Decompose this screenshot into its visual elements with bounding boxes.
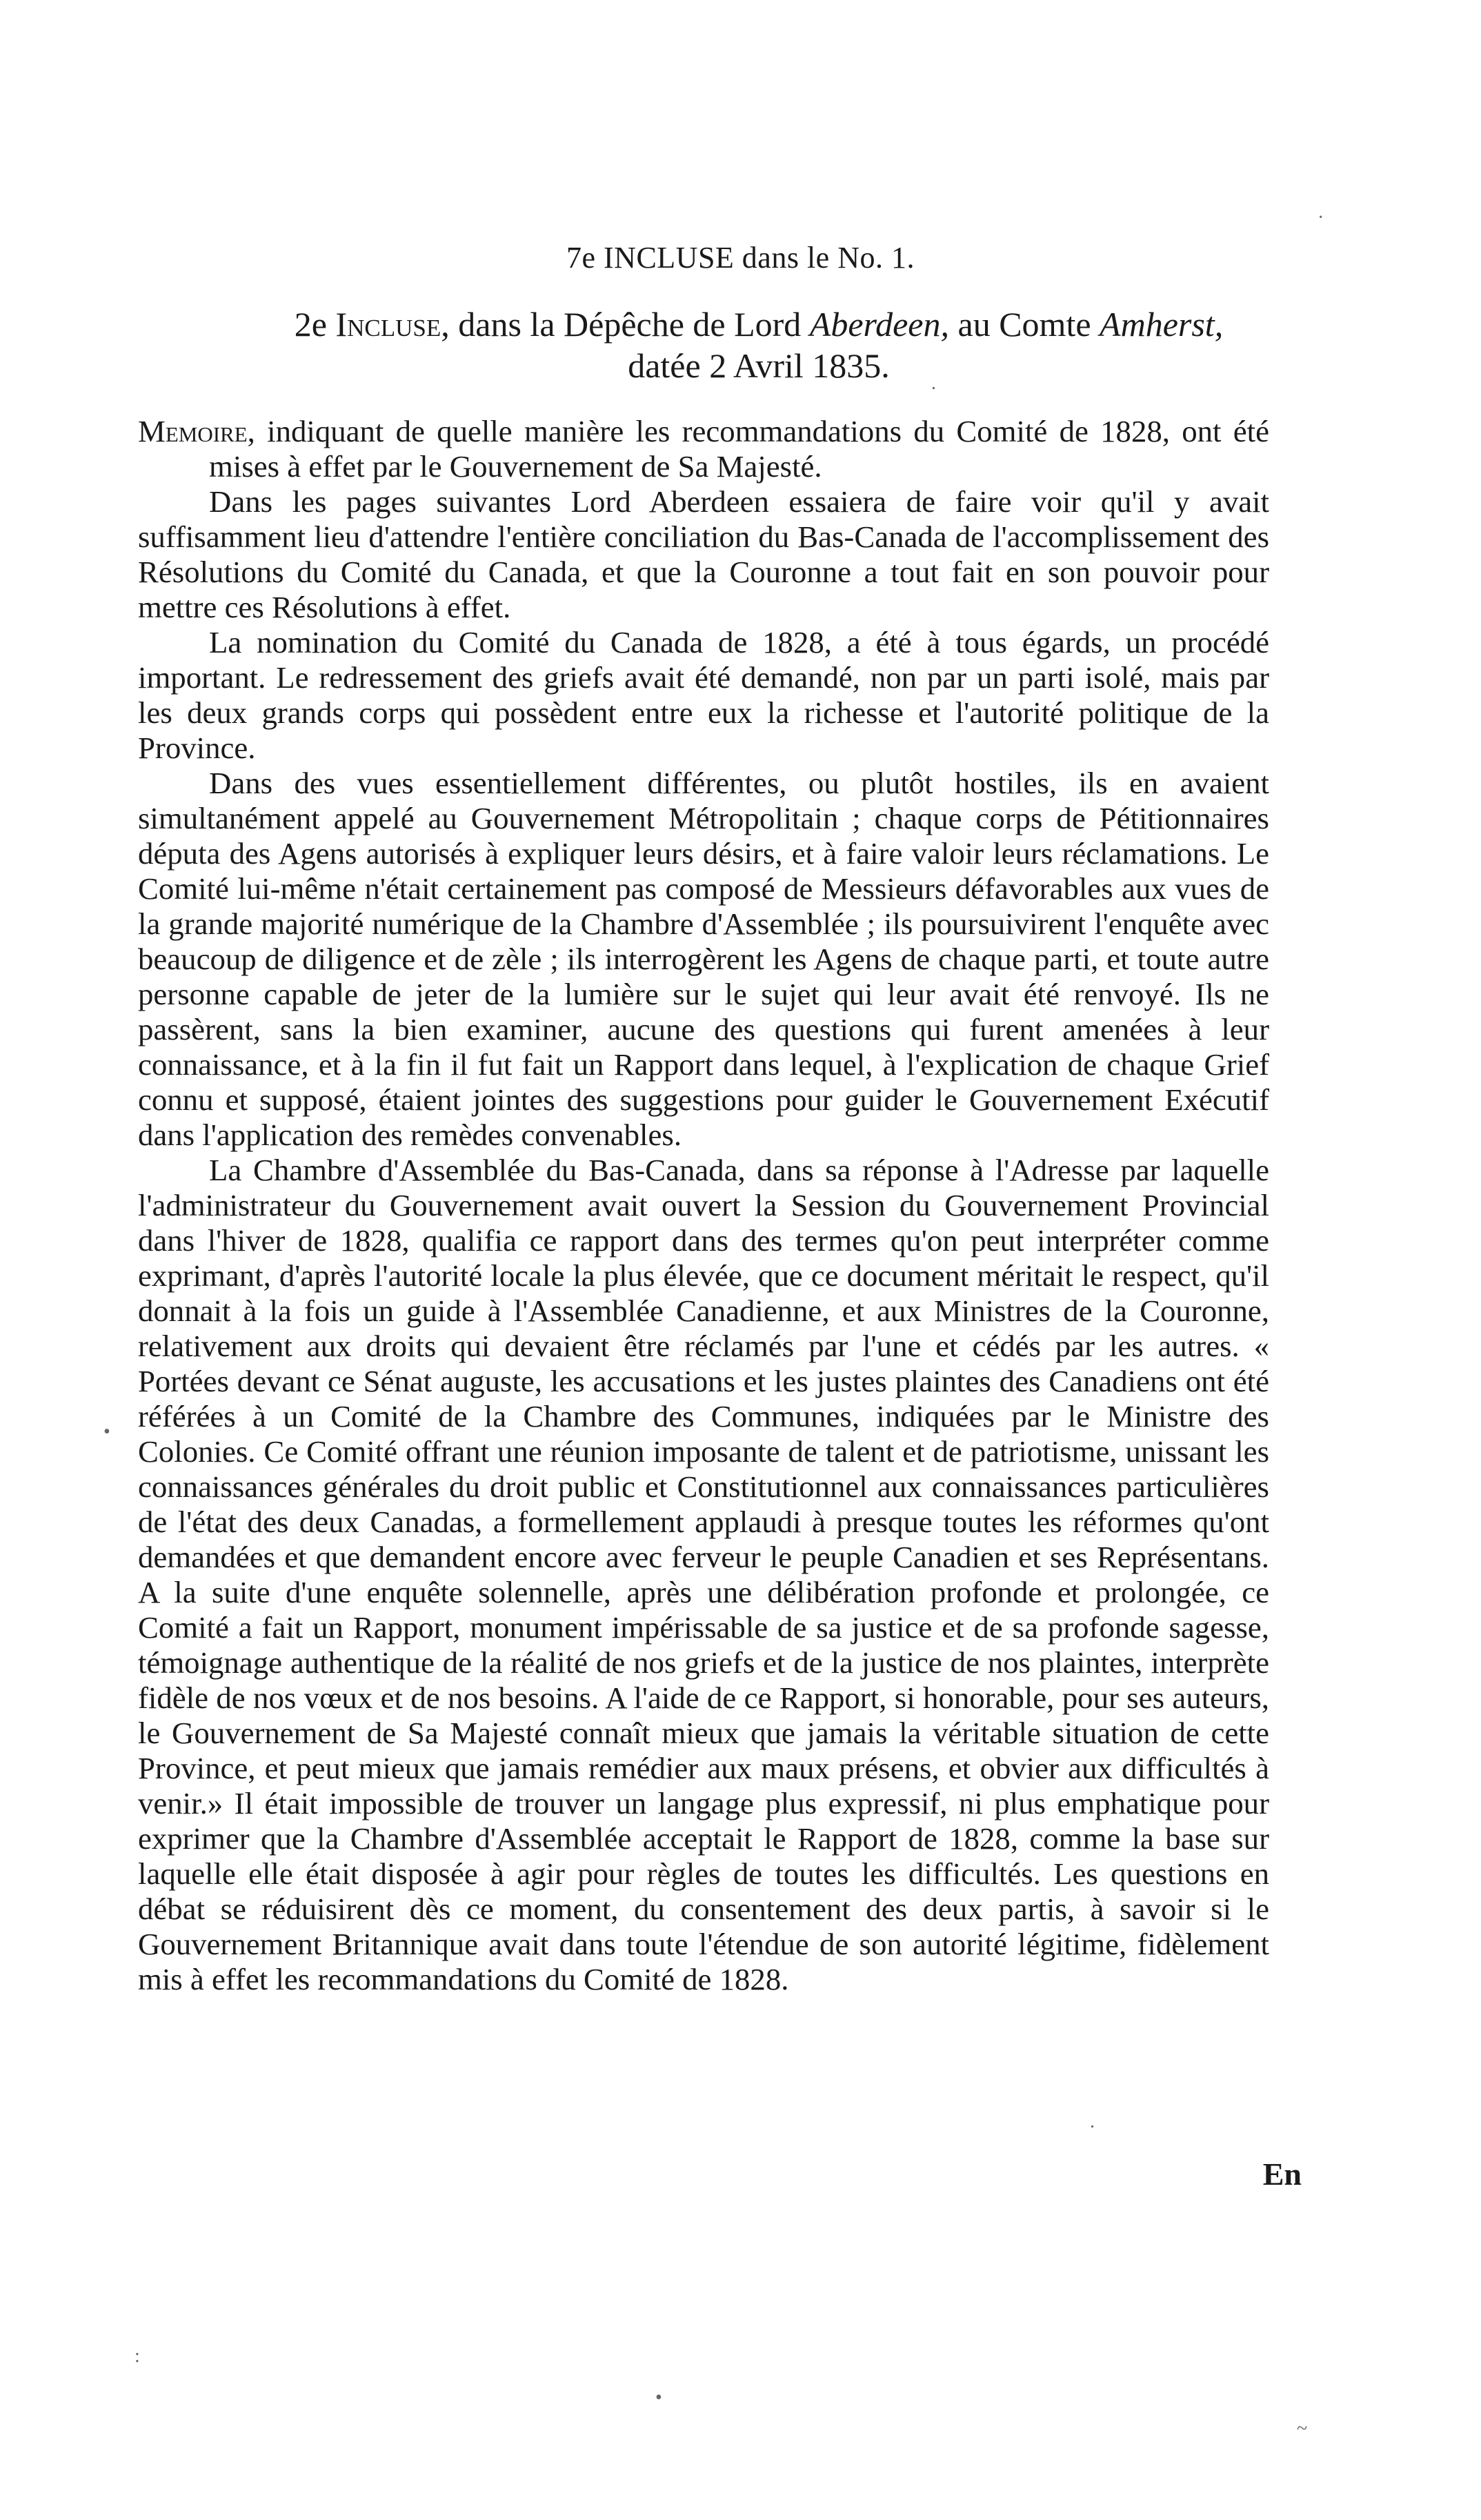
subheading-name-aberdeen: Aberdeen, [809,305,950,344]
subheading-text-b: au Comte [949,305,1100,344]
paragraph: Dans les pages suivantes Lord Aberdeen essaiera de faire voir qu'il y avait suffisamment lieu d'attendre l'entière conciliation du Bas-Canada de l'accomplissement des Résolutions du Comité du Canada, et que la Couronne a tout fait en son pouvoir pour mettre ces Résolutions à effet. [138,484,1269,624]
memoir-body [138,414,1269,1997]
scan-speck: • [655,2387,662,2408]
memoir-intro-text: indiquant de quelle manière les recommandations du Comité de 1828, ont été mises à effet par le Gouvernement de Sa Majesté. [209,414,1269,484]
subheading-text-c: datée 2 Avril 1835. [628,346,890,385]
margin-dot-mark: • [103,1421,110,1442]
memoir-label: Memoire, [138,414,255,448]
paragraph: La Chambre d'Assemblée du Bas-Canada, dans sa réponse à l'Adresse par laquelle l'administrateur du Gouvernement avait ouvert la Session du Gouvernement Provincial dans l'hiver de 1828, qualifia ce rapport dans des termes qu'on peut interpréter comme exprimant, d'après l'autorité locale la plus élevée, que ce document méritait le respect, qu'il donnait à la fois un guide à l'Assemblée Canadienne, et aux Ministres de la Couronne, relativement aux droits qui devaient être réclamés par l'une et cédés par les autres. « Portées devant ce Sénat auguste, les accusations et les justes plaintes des Canadiens ont été référées à un Comité de la Chambre des Communes, indiquées par le Ministre des Colonies. Ce Comité offrant une réunion imposante de talent et de patriotisme, unissant les connaissances générales du droit public et Constitutionnel aux connaissances particulières de l'état des deux Canadas, a formellement applaudi à presque toutes les réformes qu'ont demandées et que demandent encore avec ferveur le peuple Canadien et ses Représentans. A la suite d'une enquête solennelle, après une délibération profonde et prolongée, ce Comité a fait un Rapport, monument impérissable de sa justice et de sa profonde sagesse, témoignage authentique de la réalité de nos griefs et de la justice de nos plaintes, interprète fidèle de nos vœux et de nos besoins. A l'aide de ce Rapport, si honorable, pour ses auteurs, le Gouvernement de Sa Majesté connaît mieux que jamais la véritable situation de cette Province, et peut mieux que jamais remédier aux maux présens, et obvier aux difficultés à venir.» Il était impossible de trouver un langage plus expressif, ni plus emphatique pour exprimer que la Chambre d'Assemblée acceptait le Rapport de 1828, comme la base sur laquelle elle était disposée à agir pour règles de toutes les difficultés. Les questions en débat se réduisirent dès ce moment, du consentement des deux partis, à savoir si le Gouvernement Britannique avait dans toute l'étendue de son autorité légitime, fidèlement mis à effet les recommandations du Comité de 1828. [138,1153,1269,1996]
paragraph: La nomination du Comité du Canada de 1828, a été à tous égards, un procédé important. Le redressement des griefs avait été demandé, non par un parti isolé, mais par les deux grands corps qui possèdent entre eux la richesse et l'autorité politique de la Province. [138,625,1269,765]
scan-speck: : [135,2345,140,2367]
enclosure-subheading [276,304,1242,386]
subheading-label: Incluse, [335,305,450,344]
scan-speck: . [931,373,936,394]
subheading-prefix: 2e [294,305,336,344]
subheading-name-amherst: Amherst, [1100,305,1224,344]
catchword: En [1262,2156,1302,2192]
subheading-text-a: dans la Dépêche de Lord [449,305,810,344]
scan-speck: · [1318,207,1324,228]
scan-speck: ~ [1297,2418,1308,2439]
enclosure-title: 7e INCLUSE dans le No. 1. [566,241,915,275]
paragraph: Dans des vues essentiellement différentes, ou plutôt hostiles, ils en avaient simultanément appelé au Gouvernement Métropolitain ; chaque corps de Pétitionnaires députa des Agens autorisés à expliquer leurs désirs, et à faire valoir leurs réclamations. Le Comité lui-même n'était certainement pas composé de Messieurs défavorables aux vues de la grande majorité numérique de la Chambre d'Assemblée ; ils poursuivirent l'enquête avec beaucoup de diligence et de zèle ; ils interrogèrent les Agens de chaque parti, et toute autre personne capable de jeter de la lumière sur le sujet qui leur avait été renvoyé. Ils ne passèrent, sans la bien examiner, aucune des questions qui furent amenées à leur connaissance, et à la fin il fut fait un Rapport dans lequel, à l'explication de chaque Grief connu et supposé, étaient jointes des suggestions pour guider le Gouvernement Exécutif dans l'application des remèdes convenables. [138,766,1269,1152]
memoir-intro [138,414,1269,484]
scan-speck: . [1090,2111,1095,2132]
